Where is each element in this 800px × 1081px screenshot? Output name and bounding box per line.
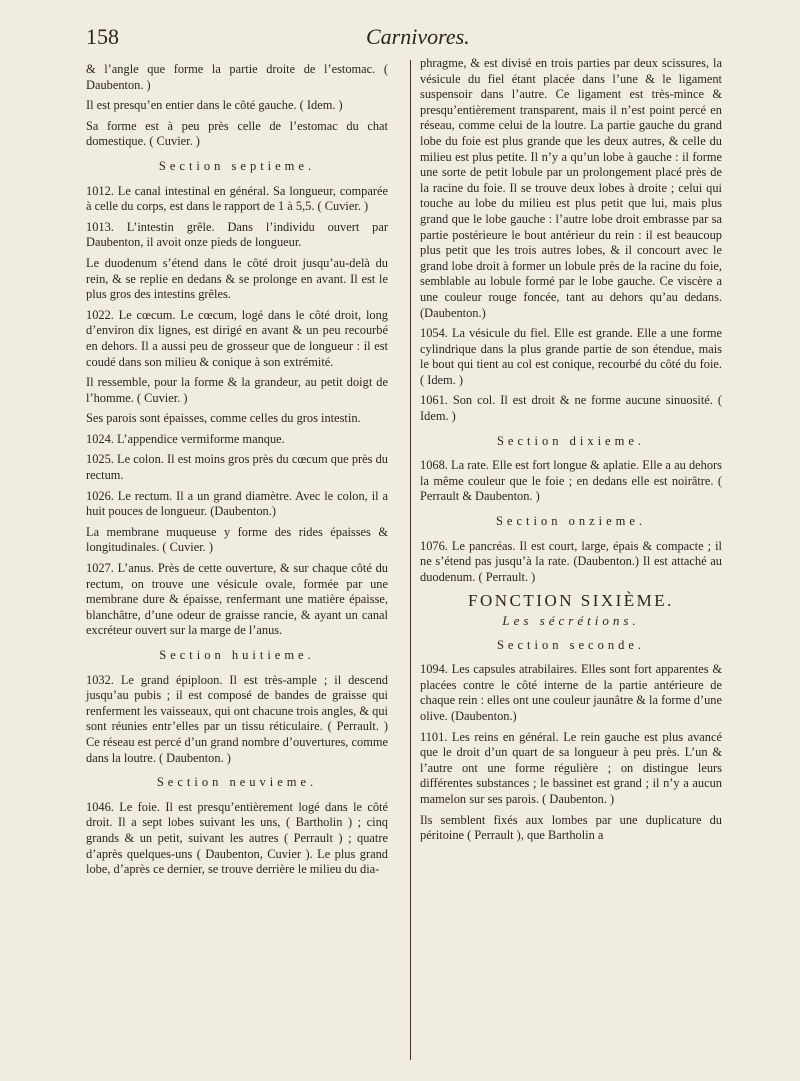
paragraph: 1076. Le pancréas. Il est court, large, épais & compacte ; il ne s’étend pas jusqu’à la rate. (Daubenton.) Il est attaché au duodenum. ( Perrault. ) [420, 538, 722, 584]
paragraph: Sa forme est à peu près celle de l’estomac du chat domestique. ( Cuvier. ) [86, 118, 388, 149]
section-heading: Section onzieme. [495, 514, 647, 529]
paragraph: phragme, & est divisé en trois parties par deux scissures, la vésicule du fiel étant placée dans l’une & le ligament suspensoir dans l’autre. Ce ligament est très-mince & presqu’entièrement transparent, mais il n’est point percé en réseau, comme celui de la loutre. La partie gauche du grand lobe du foie est plus grande que les deux autres, & celle du milieu est plus petite. Il n’y a qu’un lobe à gauche : il forme une sorte de petit lobule par un prolongement placé près de la racine du foie. Il se trouve deux lobes à droite ; celui qui touche au lobe du milieu est plus petit que lui, mais plus grand que le lobe gauche : l’autre lobe droit embrasse par sa partie postérieure le bout antérieur du rein : il est beaucoup plus petit que les trois autres lobes, & il concourt avec le grand lobe droit à former un lobule près de la racine du foie, semblable au lobule formé par le lobe gauche. Ce viscère a une couleur rouge foncée, tant au dehors qu’au dedans. (Daubenton.) [420, 56, 722, 320]
paragraph: 1012. Le canal intestinal en général. Sa longueur, comparée à celle du corps, est dans le rapport de 1 à 5,5. ( Cuvier. ) [86, 183, 388, 214]
paragraph: & l’angle que forme la partie droite de l’estomac. ( Daubenton. ) [86, 62, 388, 92]
paragraph: Ils semblent fixés aux lombes par une duplicature du péritoine ( Perrault ), que Bartholin a [420, 812, 722, 843]
paragraph: 1032. Le grand épiploon. Il est très-ample ; il descend jusqu’au pubis ; il est composé de bandes de graisse qui renferment les vaisseaux, qui ont chacune trois angles, & qui sont réunies entr’elles par un tissu réticulaire. ( Perrault. ) Ce réseau est percé d’un grand nombre d’ouvertures, comme dans la loutre. ( Daubenton. ) [86, 672, 388, 765]
section-heading: Section neuvieme. [156, 775, 318, 790]
paragraph: Ses parois sont épaisses, comme celles du gros intestin. [86, 411, 361, 426]
paragraph: 1061. Son col. Il est droit & ne forme aucune sinuosité. ( Idem. ) [420, 393, 722, 424]
page-header [86, 20, 726, 56]
section-heading: Section septieme. [158, 158, 316, 173]
paragraph: 1027. L’anus. Près de cette ouverture, & sur chaque côté du rectum, on trouve une vésicule ovale, formée par une membrane dure & épaisse, renfermant une matière épaisse, blanchâtre, d’une odeur de graisse rancie, & ayant un canal excréteur ouvert sur la marge de l’anus. [86, 561, 388, 638]
paragraph: 1068. La rate. Elle est fort longue & aplatie. Elle a au dehors la même couleur que le foie ; en dedans elle est noirâtre. ( Perrault & Daubenton. ) [420, 458, 722, 504]
function-subheading: Les sécrétions. [502, 613, 640, 628]
paragraph: 1024. L’appendice vermiforme manque. [86, 431, 285, 446]
paragraph: 1094. Les capsules atrabilaires. Elles sont fort apparentes & placées contre le côté interne de la partie antérieure de chaque rein : elles ont une couleur jaunâtre & la forme d’une olive. (Daubenton.) [420, 662, 722, 723]
function-heading: FONCTION SIXIÈME. [468, 591, 674, 611]
page-number: 158 [86, 24, 119, 49]
paragraph: Il ressemble, pour la forme & la grandeur, au petit doigt de l’homme. ( Cuvier. ) [86, 375, 388, 405]
paragraph: Il est presqu’en entier dans le côté gauche. ( Idem. ) [86, 98, 343, 113]
section-heading: Section seconde. [496, 637, 645, 652]
section-heading: Section dixieme. [496, 433, 645, 448]
paragraph: La membrane muqueuse y forme des rides épaisses & longitudinales. ( Cuvier. ) [86, 524, 388, 555]
paragraph: 1022. Le cœcum. Le cœcum, logé dans le côté droit, long d’environ dix lignes, est dirigé en avant & un peu recourbé en dehors. Il a aussi peu de grosseur que de longueur : il est coudé dans son milieu & conique à son extrémité. [86, 307, 388, 369]
right-column [420, 56, 722, 849]
running-title: Carnivores. [366, 24, 470, 49]
paragraph: 1046. Le foie. Il est presqu’entièrement logé dans le côté droit. Il a sept lobes suivant les uns, ( Bartholin ) ; cinq grands & un petit, suivant les autres ( Perrault ) ; quatre d’après quelques-uns ( Daubenton, Cuvier ). Le plus grand lobe, d’après ce dernier, se trouve derrière le milieu du dia- [86, 799, 388, 877]
paragraph: Le duodenum s’étend dans le côté droit jusqu’au-delà du rein, & se replie en dedans & se prolonge en avant. Il est le plus gros des intestins grêles. [86, 255, 388, 302]
column-divider [410, 60, 411, 1060]
paragraph: 1101. Les reins en général. Le rein gauche est plus avancé que le droit d’un quart de sa longueur à peu près. L’un & l’autre ont une forme régulière ; on distingue leurs différentes substances ; le bassinet est grand ; il n’y a aucun mamelon sur ses parois. ( Daubenton. ) [420, 729, 722, 806]
paragraph: 1013. L’intestin grêle. Dans l’individu ouvert par Daubenton, il avoit onze pieds de longueur. [86, 219, 388, 250]
paragraph: 1026. Le rectum. Il a un grand diamètre. Avec le colon, il a huit pouces de longueur. (Daubenton.) [86, 488, 388, 519]
left-column [86, 62, 388, 883]
section-heading: Section huitieme. [159, 648, 315, 662]
paragraph: 1025. Le colon. Il est moins gros près du cœcum que près du rectum. [86, 452, 388, 483]
paragraph: 1054. La vésicule du fiel. Elle est grande. Elle a une forme cylindrique dans la plus grande partie de son étendue, mais le bout qui tient au col est conique, recourbé du côté du foie. ( Idem. ) [420, 326, 722, 387]
